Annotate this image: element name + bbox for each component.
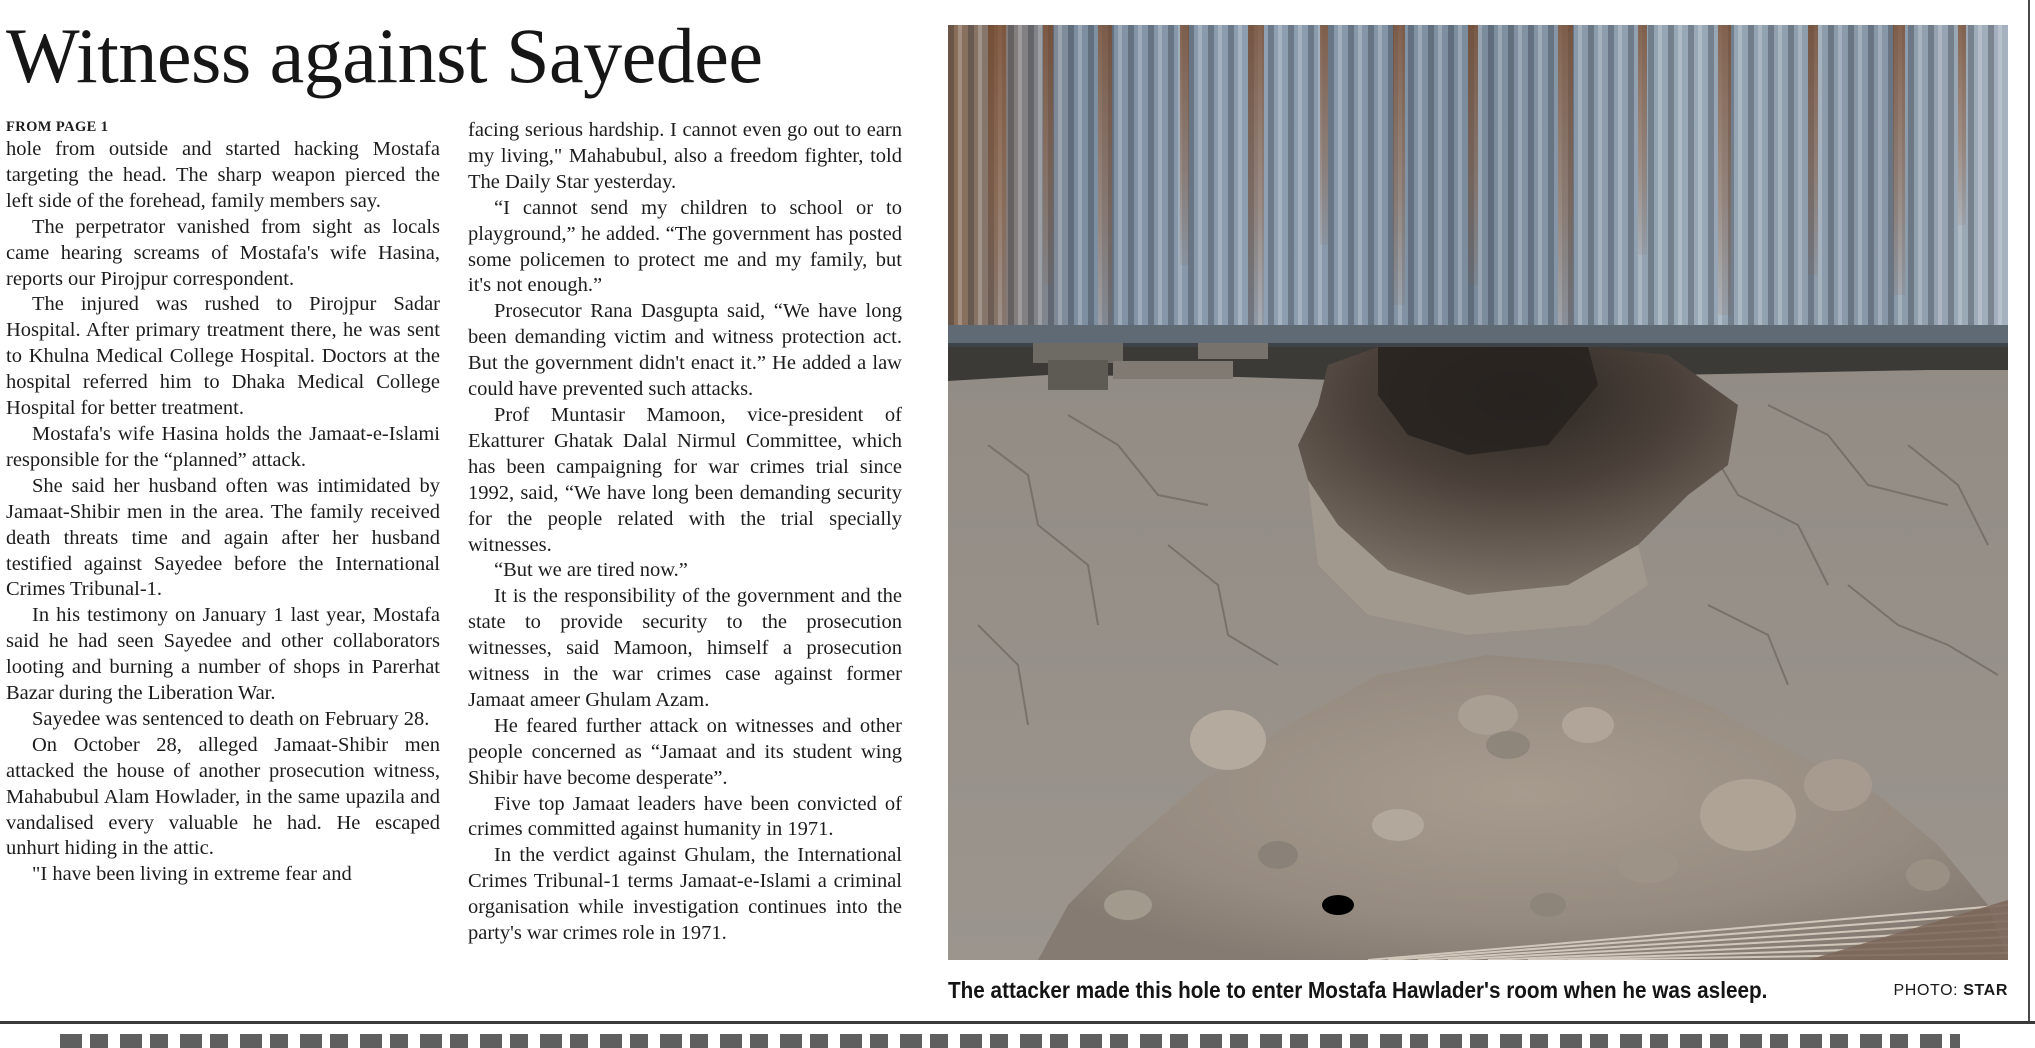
paragraph: "I have been living in extreme fear and xyxy=(32,863,352,886)
photo-credit xyxy=(1894,978,2008,1004)
article-column-middle xyxy=(468,118,902,947)
paragraph: Sayedee was sentenced to death on February 28. xyxy=(32,707,430,730)
photo-caption-bar xyxy=(948,974,2008,1006)
paragraph: “I cannot send my children to school or to playground,” he added. “The government has posted some policemen to protect me and my family, but it's not enough.” xyxy=(468,196,902,297)
news-photo xyxy=(948,25,2008,960)
paragraph: It is the responsibility of the government and the state to provide security to the prosecution witnesses, said Mamoon, himself a prosecution witness in the war crimes case against former Jamaat ameer Ghulam Azam. xyxy=(468,585,902,711)
paragraph: In his testimony on January 1 last year, Mostafa said he had seen Sayedee and other collaborators looting and burning a number of shops in Parerhat Bazar during the Liberation War. xyxy=(6,604,440,705)
paragraph: “But we are tired now.” xyxy=(494,559,688,582)
column-rule xyxy=(2028,0,2030,1021)
paragraph: He feared further attack on witnesses and other people concerned as “Jamaat and its student wing Shibir have become desperate”. xyxy=(468,714,902,789)
paragraph: Prof Muntasir Mamoon, vice-president of Ekatturer Ghatak Dalal Nirmul Committee, which has been campaigning for war crimes trial since 1992, said, “We have long been demanding security for the people related with the trial specially witnesses. xyxy=(468,403,902,556)
paragraph: facing serious hardship. I cannot even go out to earn my living," Mahabubul, also a freedom fighter, told The Daily Star yesterday. xyxy=(468,119,902,193)
tin-sheet xyxy=(948,25,2008,347)
paragraph: hole from outside and started hacking Mostafa targeting the head. The sharp weapon pierced the left side of the forehead, family members say. xyxy=(6,138,440,212)
headline: Witness against Sayedee xyxy=(6,12,763,99)
photo-caption: The attacker made this hole to enter Mostafa Hawlader's room when he was asleep. xyxy=(948,977,1768,1003)
paragraph: Mostafa's wife Hasina holds the Jamaat-e-Islami responsible for the “planned” attack. xyxy=(6,422,440,471)
section-rule xyxy=(0,1021,2035,1024)
paragraph: Prosecutor Rana Dasgupta said, “We have long been demanding victim and witness protection act. But the government didn't enact it.” He added a law could have prevented such attacks. xyxy=(468,300,902,401)
article-column-left xyxy=(6,118,440,888)
photo-credit-prefix: PHOTO: xyxy=(1893,982,1959,999)
next-story-text-fragment xyxy=(60,1034,1960,1048)
paragraph: The injured was rushed to Pirojpur Sadar Hospital. After primary treatment there, he was sent to Khulna Medical College Hospital. Doctors at the hospital referred him to Dhaka Medical College Hospital for better treatment. xyxy=(6,293,440,420)
photo-credit-source: STAR xyxy=(1963,982,2008,999)
jump-label: FROM PAGE 1 xyxy=(6,119,109,135)
paragraph: Five top Jamaat leaders have been convicted of crimes committed against humanity in 1971. xyxy=(468,792,902,841)
paragraph: She said her husband often was intimidated by Jamaat-Shibir men in the area. The family received death threats time and again after her husband testified against Sayedee before the International Crimes Tribunal-1. xyxy=(6,474,440,601)
paragraph: On October 28, alleged Jamaat-Shibir men attacked the house of another prosecution witness, Mahabubul Alam Howlader, in the same upazila and vandalised every valuable he had. He escaped unhurt hiding in the attic. xyxy=(6,733,440,860)
paragraph: In the verdict against Ghulam, the International Crimes Tribunal-1 terms Jamaat-e-Islami a criminal organisation while investigation continues into the party's war crimes role in 1971. xyxy=(468,844,902,945)
paragraph: The perpetrator vanished from sight as locals came hearing screams of Mostafa's wife Hasina, reports our Pirojpur correspondent. xyxy=(6,215,440,290)
